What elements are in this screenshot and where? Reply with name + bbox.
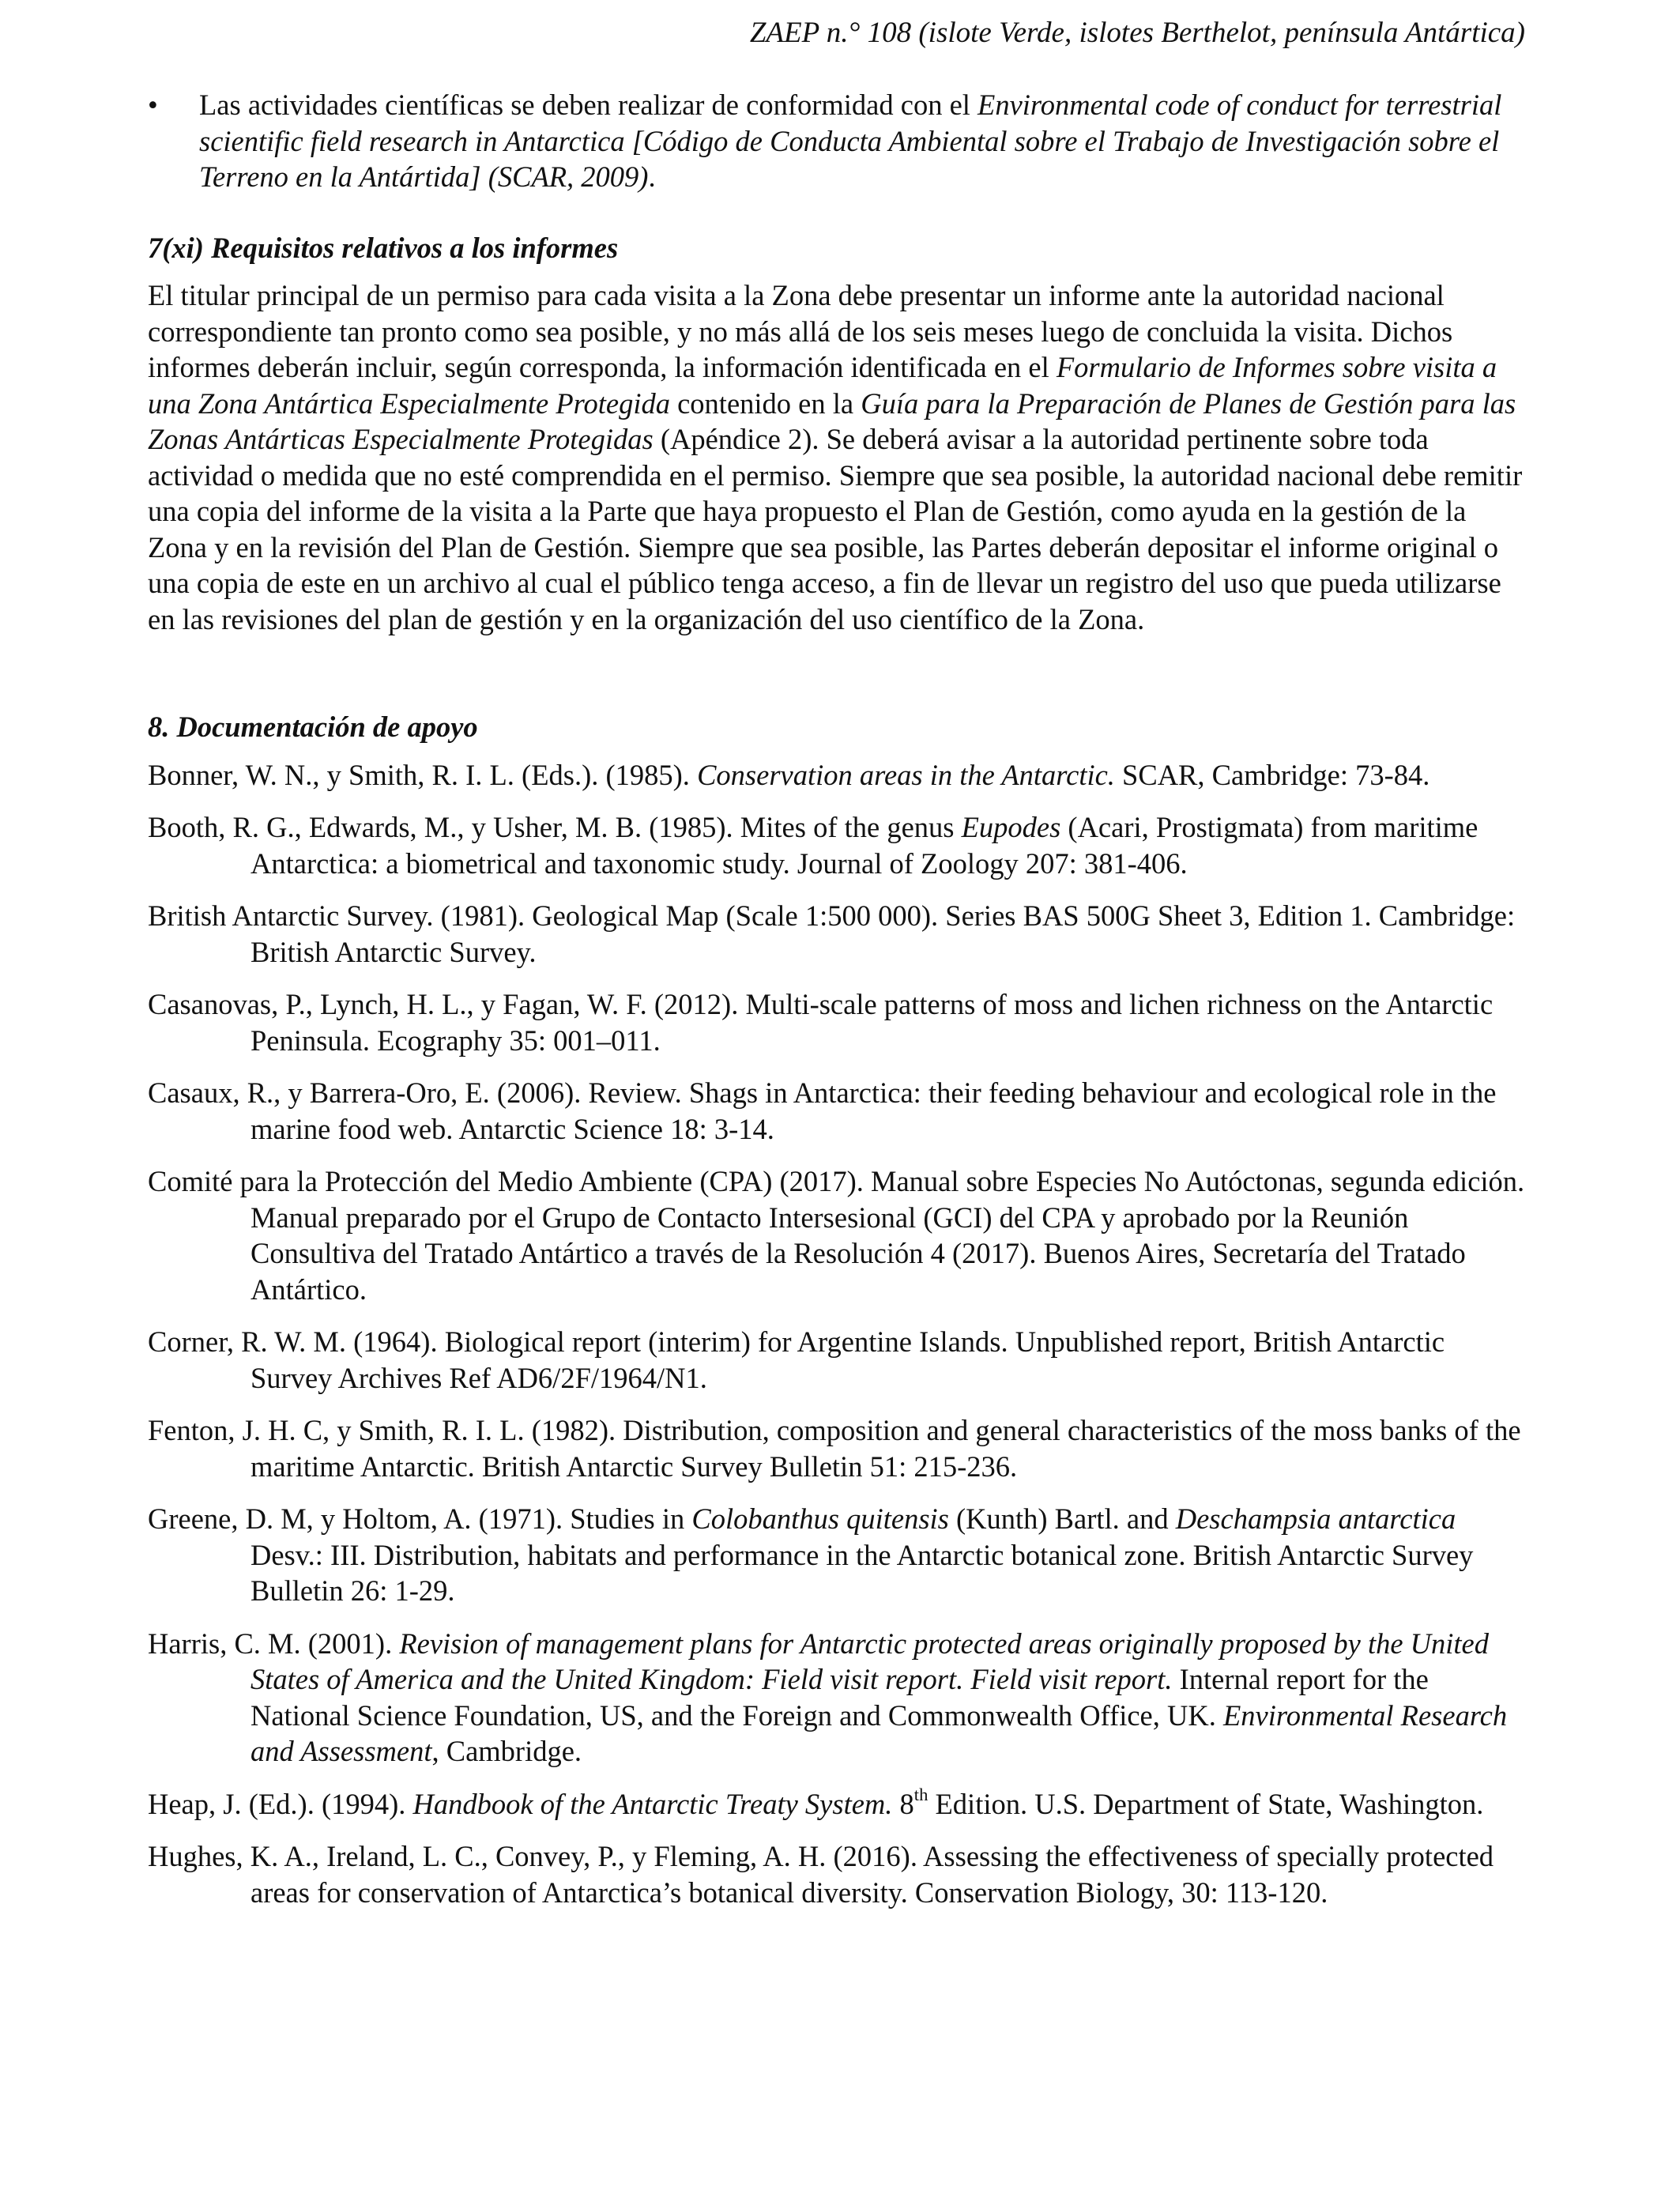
text-run: Comité para la Protección del Medio Ambiente (CPA) (2017). Manual sobre Especies No Autóctonas, segunda edición. Manual preparado por el Grupo de Contacto Intersesional (GCI) del CPA y aprobado por la Reunión Consultiva del Tratado Antártico a través de la Resolución 4 (2017). Buenos Aires, Secretaría del Tratado Antártico. — [148, 1165, 1525, 1306]
text-run: , Cambridge. — [431, 1735, 582, 1767]
text-run: Las actividades científicas se deben realizar de conformidad con el — [199, 89, 978, 121]
reference-entry — [148, 898, 1527, 970]
text-run: Hughes, K. A., Ireland, L. C., Convey, P., y Fleming, A. H. (2016). Assessing the effectiveness of specially protected areas for conservation of Antarctica’s botanical diversity. Conservation Biology, 30: 113-120. — [148, 1840, 1494, 1909]
bullet-mark: • — [148, 89, 158, 121]
section-heading-7xi: 7(xi) Requisitos relativos a los informes — [148, 231, 619, 264]
italic-text: Revision of management plans for Antarctic protected areas originally proposed by the United States of America and the United Kingdom: Field visit report. Field visit report. — [250, 1627, 1490, 1695]
bullet-text — [199, 87, 1527, 195]
reference-entry — [148, 1786, 1527, 1823]
section-heading-8: 8. Documentación de apoyo — [148, 711, 478, 743]
text-run: (Kunth) Bartl. and — [948, 1502, 1176, 1535]
text-run: contenido en la — [669, 386, 861, 420]
text-run: Casanovas, P., Lynch, H. L., y Fagan, W. F. (2012). Multi-scale patterns of moss and lichen richness on the Antarctic Peninsula. Ecography 35: 001–011. — [148, 988, 1494, 1057]
text-run: SCAR, Cambridge: 73-84. — [1114, 758, 1430, 791]
reference-entry — [148, 809, 1527, 881]
text-run: Corner, R. W. M. (1964). Biological report (interim) for Argentine Islands. Unpublished report, British Antarctic Survey Archives Ref AD6/2F/1964/N1. — [148, 1325, 1445, 1394]
text-run: (Apéndice 2). Se deberá avisar a la autoridad pertinente sobre toda actividad o medida que no esté comprendida en el permiso. Siempre que sea posible, la autoridad nacional debe remitir una copia del informe de la visita a la Parte que haya propuesto el Plan de Gestión, como ayuda en la gestión de la Zona y en la revisión del Plan de Gestión. Siempre que sea posible, las Partes deberán depositar el informe original o una copia de este en un archivo al cual el público tenga acceso, a fin de llevar un registro del uso que pueda utilizarse en las revisiones del plan de gestión y en la organización del uso científico de la Zona. — [148, 423, 1523, 635]
italic-text: Environmental Research and Assessment — [250, 1698, 1508, 1767]
reference-entry — [148, 1163, 1527, 1307]
text-run: Casaux, R., y Barrera-Oro, E. (2006). Review. Shags in Antarctica: their feeding behaviour and ecological role in the marine food web. Antarctic Science 18: 3-14. — [148, 1076, 1497, 1145]
italic-text: Conservation areas in the Antarctic. — [697, 758, 1115, 791]
text-run: Internal report for the National Science Foundation, US, and the Foreign and Commonwealth Office, UK. — [250, 1663, 1429, 1732]
reference-entry — [148, 1501, 1527, 1609]
text-run: Fenton, J. H. C, y Smith, R. I. L. (1982). Distribution, composition and general characteristics of the moss banks of the maritime Antarctic. British Antarctic Survey Bulletin 51: 215-236. — [148, 1414, 1521, 1483]
reference-entry — [148, 1838, 1527, 1910]
text-run: Heap, J. (Ed.). (1994). — [148, 1787, 413, 1820]
running-header: ZAEP n.° 108 (islote Verde, islotes Berthelot, península Antártica) — [749, 17, 1525, 49]
text-run: Booth, R. G., Edwards, M., y Usher, M. B. (1985). Mites of the genus — [148, 811, 962, 843]
reference-entry — [148, 1412, 1527, 1484]
italic-text: Handbook of the Antarctic Treaty System. — [412, 1787, 893, 1820]
italic-text: Formulario de Informes sobre visita a una Zona Antártica Especialmente Protegida — [148, 351, 1497, 420]
reference-entry — [148, 1075, 1527, 1147]
text-run: Bonner, W. N., y Smith, R. I. L. (Eds.). (1985). — [148, 758, 698, 791]
paragraph-report-requirements — [148, 277, 1527, 637]
superscript-text: th — [913, 1784, 929, 1804]
bullet-item-scientific-activities — [148, 87, 1527, 195]
reference-entry — [148, 986, 1527, 1058]
page-content — [148, 87, 1527, 1910]
text-run: Harris, C. M. (2001). — [148, 1627, 400, 1660]
italic-text: Deschampsia antarctica — [1175, 1502, 1456, 1535]
reference-list — [148, 757, 1527, 1911]
reference-entry — [148, 1626, 1527, 1770]
reference-entry — [148, 757, 1527, 794]
reference-entry — [148, 1324, 1527, 1396]
text-run: Desv.: III. Distribution, habitats and performance in the Antarctic botanical zone. British Antarctic Survey Bulletin 26: 1-29. — [250, 1538, 1474, 1607]
text-run: British Antarctic Survey. (1981). Geological Map (Scale 1:500 000). Series BAS 500G Sheet 3, Edition 1. Cambridge: British Antarctic Survey. — [148, 899, 1516, 968]
text-run: 8 — [892, 1787, 914, 1820]
italic-text: Guía para la Preparación de Planes de Gestión para las Zonas Antárticas Especialmente Protegidas — [148, 386, 1516, 455]
text-run: El titular principal de un permiso para cada visita a la Zona debe presentar un informe ante la autoridad nacional correspondiente tan pronto como sea posible, y no más allá de los seis meses luego de concluida la visita. Dichos informes deberán incluir, según corresponda, la información identificada en el — [148, 279, 1453, 383]
italic-text: Eupodes — [961, 811, 1061, 843]
text-run: Edition. U.S. Department of State, Washington. — [928, 1787, 1484, 1820]
italic-text: Colobanthus quitensis — [691, 1502, 949, 1535]
italic-text: Environmental code of conduct for terrestrial scientific field research in Antarctica [Código de Conducta Ambiental sobre el Trabajo de Investigación sobre el Terreno en la Antártida] (SCAR, 2009) — [199, 89, 1502, 193]
text-run: (Acari, Prostigmata) from maritime Antarctica: a biometrical and taxonomic study. Journal of Zoology 207: 381-406. — [250, 811, 1478, 880]
text-run: . — [648, 160, 656, 193]
text-run: Greene, D. M, y Holtom, A. (1971). Studies in — [148, 1502, 692, 1535]
